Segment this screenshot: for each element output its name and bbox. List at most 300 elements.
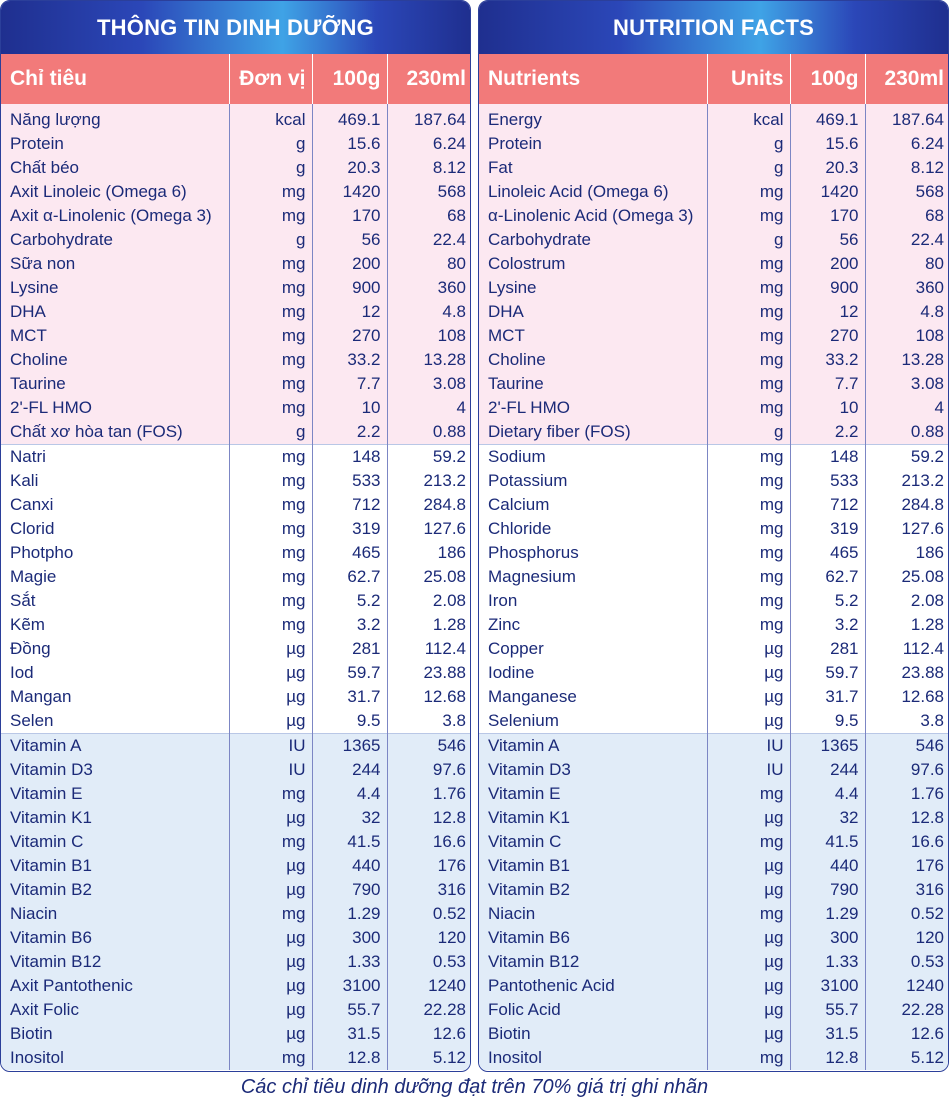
unit: mg bbox=[707, 469, 790, 493]
nutrient-name: Axit Folic bbox=[1, 998, 229, 1022]
table-row bbox=[479, 300, 949, 324]
value-230ml: 3.08 bbox=[387, 372, 471, 396]
nutrient-name: Energy bbox=[479, 104, 707, 132]
table-row bbox=[479, 276, 949, 300]
nutrient-name: Copper bbox=[479, 637, 707, 661]
table-row bbox=[479, 926, 949, 950]
value-100g: 3.2 bbox=[312, 613, 387, 637]
nutrient-name: Choline bbox=[1, 348, 229, 372]
table-row bbox=[1, 782, 471, 806]
unit: mg bbox=[707, 565, 790, 589]
nutrient-name: Vitamin A bbox=[1, 734, 229, 759]
value-230ml: 4.8 bbox=[865, 300, 949, 324]
value-100g: 4.4 bbox=[790, 782, 865, 806]
nutrient-name: Axit α-Linolenic (Omega 3) bbox=[1, 204, 229, 228]
unit: µg bbox=[229, 806, 312, 830]
nutrient-name: Protein bbox=[1, 132, 229, 156]
table-row bbox=[479, 541, 949, 565]
value-230ml: 13.28 bbox=[387, 348, 471, 372]
nutrient-name: Lysine bbox=[479, 276, 707, 300]
table-row bbox=[1, 806, 471, 830]
header-unit: Units bbox=[707, 54, 790, 104]
nutrition-table-vi bbox=[1, 54, 471, 1070]
table-row bbox=[479, 661, 949, 685]
value-100g: 12 bbox=[312, 300, 387, 324]
nutrient-name: Choline bbox=[479, 348, 707, 372]
value-100g: 148 bbox=[312, 445, 387, 470]
value-230ml: 12.6 bbox=[865, 1022, 949, 1046]
table-row bbox=[479, 758, 949, 782]
value-100g: 59.7 bbox=[790, 661, 865, 685]
unit: g bbox=[707, 132, 790, 156]
value-100g: 1420 bbox=[312, 180, 387, 204]
nutrient-name: Manganese bbox=[479, 685, 707, 709]
nutrient-name: Vitamin K1 bbox=[479, 806, 707, 830]
table-row bbox=[1, 1022, 471, 1046]
nutrient-name: Vitamin C bbox=[1, 830, 229, 854]
nutrient-name: MCT bbox=[479, 324, 707, 348]
unit: mg bbox=[229, 517, 312, 541]
nutrient-name: Vitamin B1 bbox=[1, 854, 229, 878]
value-230ml: 112.4 bbox=[865, 637, 949, 661]
value-230ml: 120 bbox=[865, 926, 949, 950]
value-230ml: 0.52 bbox=[865, 902, 949, 926]
value-230ml: 1.28 bbox=[865, 613, 949, 637]
unit: mg bbox=[707, 830, 790, 854]
unit: mg bbox=[229, 300, 312, 324]
panel-vietnamese bbox=[0, 0, 471, 1072]
value-230ml: 4 bbox=[865, 396, 949, 420]
table-row bbox=[1, 324, 471, 348]
unit: mg bbox=[229, 613, 312, 637]
nutrient-name: Carbohydrate bbox=[479, 228, 707, 252]
table-row bbox=[479, 156, 949, 180]
table-row bbox=[1, 396, 471, 420]
unit: mg bbox=[707, 300, 790, 324]
value-100g: 33.2 bbox=[790, 348, 865, 372]
nutrient-name: DHA bbox=[479, 300, 707, 324]
nutrient-name: Vitamin B12 bbox=[479, 950, 707, 974]
nutrient-name: Axit Linoleic (Omega 6) bbox=[1, 180, 229, 204]
nutrient-name: DHA bbox=[1, 300, 229, 324]
value-100g: 20.3 bbox=[790, 156, 865, 180]
header-unit: Đơn vị bbox=[229, 54, 312, 104]
table-row bbox=[479, 734, 949, 759]
table-row bbox=[479, 974, 949, 998]
unit: mg bbox=[707, 204, 790, 228]
value-230ml: 80 bbox=[865, 252, 949, 276]
nutrient-name: Photpho bbox=[1, 541, 229, 565]
value-230ml: 23.88 bbox=[387, 661, 471, 685]
value-100g: 12.8 bbox=[312, 1046, 387, 1070]
table-row bbox=[479, 396, 949, 420]
value-100g: 32 bbox=[312, 806, 387, 830]
value-230ml: 8.12 bbox=[865, 156, 949, 180]
value-100g: 7.7 bbox=[790, 372, 865, 396]
value-100g: 533 bbox=[790, 469, 865, 493]
table-row bbox=[1, 734, 471, 759]
nutrient-name: Taurine bbox=[1, 372, 229, 396]
nutrient-name: Kẽm bbox=[1, 613, 229, 637]
nutrient-name: Potassium bbox=[479, 469, 707, 493]
unit: IU bbox=[707, 758, 790, 782]
unit: µg bbox=[229, 926, 312, 950]
nutrient-name: Chất béo bbox=[1, 156, 229, 180]
unit: mg bbox=[229, 180, 312, 204]
value-230ml: 3.8 bbox=[865, 709, 949, 734]
unit: µg bbox=[229, 998, 312, 1022]
nutrient-name: Fat bbox=[479, 156, 707, 180]
header-per-230ml: 230ml bbox=[865, 54, 949, 104]
unit: mg bbox=[707, 782, 790, 806]
unit: g bbox=[229, 228, 312, 252]
table-row bbox=[479, 348, 949, 372]
value-100g: 900 bbox=[312, 276, 387, 300]
unit: mg bbox=[707, 517, 790, 541]
nutrient-name: MCT bbox=[1, 324, 229, 348]
nutrient-name: Biotin bbox=[1, 1022, 229, 1046]
unit: µg bbox=[707, 974, 790, 998]
footnote: Các chỉ tiêu dinh dưỡng đạt trên 70% giá trị ghi nhãn bbox=[240, 1076, 709, 1098]
value-100g: 15.6 bbox=[312, 132, 387, 156]
unit: IU bbox=[229, 734, 312, 759]
value-230ml: 6.24 bbox=[387, 132, 471, 156]
table-row bbox=[479, 252, 949, 276]
value-230ml: 112.4 bbox=[387, 637, 471, 661]
table-row bbox=[1, 372, 471, 396]
table-row bbox=[479, 589, 949, 613]
unit: µg bbox=[707, 806, 790, 830]
value-100g: 300 bbox=[790, 926, 865, 950]
nutrient-name: Natri bbox=[1, 445, 229, 470]
value-100g: 465 bbox=[790, 541, 865, 565]
nutrient-name: Zinc bbox=[479, 613, 707, 637]
value-100g: 790 bbox=[790, 878, 865, 902]
table-header-row bbox=[479, 54, 949, 104]
nutrient-name: Sắt bbox=[1, 589, 229, 613]
table-row bbox=[1, 902, 471, 926]
header-per-230ml: 230ml bbox=[387, 54, 471, 104]
value-230ml: 22.4 bbox=[387, 228, 471, 252]
unit: mg bbox=[707, 493, 790, 517]
value-100g: 5.2 bbox=[790, 589, 865, 613]
table-row bbox=[479, 806, 949, 830]
table-row bbox=[479, 1022, 949, 1046]
value-230ml: 186 bbox=[865, 541, 949, 565]
unit: µg bbox=[707, 854, 790, 878]
value-230ml: 22.28 bbox=[387, 998, 471, 1022]
unit: µg bbox=[229, 685, 312, 709]
table-row bbox=[1, 830, 471, 854]
unit: µg bbox=[229, 878, 312, 902]
value-100g: 15.6 bbox=[790, 132, 865, 156]
value-230ml: 68 bbox=[865, 204, 949, 228]
value-100g: 10 bbox=[790, 396, 865, 420]
unit: µg bbox=[229, 637, 312, 661]
unit: mg bbox=[707, 396, 790, 420]
table-row bbox=[479, 998, 949, 1022]
nutrient-name: Sữa non bbox=[1, 252, 229, 276]
value-230ml: 2.08 bbox=[387, 589, 471, 613]
value-230ml: 8.12 bbox=[387, 156, 471, 180]
value-230ml: 59.2 bbox=[865, 445, 949, 470]
nutrient-name: Selen bbox=[1, 709, 229, 734]
value-230ml: 546 bbox=[865, 734, 949, 759]
unit: mg bbox=[707, 180, 790, 204]
value-100g: 41.5 bbox=[790, 830, 865, 854]
value-100g: 2.2 bbox=[312, 420, 387, 445]
table-header-row bbox=[1, 54, 471, 104]
nutrient-name: Carbohydrate bbox=[1, 228, 229, 252]
unit: mg bbox=[229, 204, 312, 228]
value-100g: 7.7 bbox=[312, 372, 387, 396]
value-230ml: 176 bbox=[387, 854, 471, 878]
table-row bbox=[479, 950, 949, 974]
nutrient-name: Sodium bbox=[479, 445, 707, 470]
table-row bbox=[479, 104, 949, 132]
value-100g: 9.5 bbox=[790, 709, 865, 734]
value-100g: 9.5 bbox=[312, 709, 387, 734]
value-230ml: 360 bbox=[387, 276, 471, 300]
table-row bbox=[1, 300, 471, 324]
unit: µg bbox=[229, 974, 312, 998]
table-row bbox=[479, 493, 949, 517]
unit: mg bbox=[707, 902, 790, 926]
unit: mg bbox=[707, 276, 790, 300]
value-230ml: 23.88 bbox=[865, 661, 949, 685]
nutrient-name: Inositol bbox=[1, 1046, 229, 1070]
nutrient-name: Đồng bbox=[1, 637, 229, 661]
table-row bbox=[1, 104, 471, 132]
value-230ml: 316 bbox=[865, 878, 949, 902]
table-row bbox=[479, 637, 949, 661]
unit: mg bbox=[229, 493, 312, 517]
table-row bbox=[479, 854, 949, 878]
nutrient-name: Vitamin C bbox=[479, 830, 707, 854]
value-230ml: 546 bbox=[387, 734, 471, 759]
value-100g: 440 bbox=[790, 854, 865, 878]
table-row bbox=[1, 204, 471, 228]
value-230ml: 284.8 bbox=[387, 493, 471, 517]
value-100g: 244 bbox=[312, 758, 387, 782]
value-230ml: 213.2 bbox=[387, 469, 471, 493]
unit: µg bbox=[707, 1022, 790, 1046]
panel-title: NUTRITION FACTS bbox=[479, 1, 948, 54]
value-230ml: 4.8 bbox=[387, 300, 471, 324]
table-row bbox=[1, 661, 471, 685]
value-100g: 12.8 bbox=[790, 1046, 865, 1070]
nutrition-table-en bbox=[479, 54, 949, 1070]
table-row bbox=[479, 830, 949, 854]
value-100g: 59.7 bbox=[312, 661, 387, 685]
nutrient-name: Năng lượng bbox=[1, 104, 229, 132]
nutrient-name: Iodine bbox=[479, 661, 707, 685]
nutrient-name: 2'-FL HMO bbox=[479, 396, 707, 420]
nutrient-name: Chất xơ hòa tan (FOS) bbox=[1, 420, 229, 445]
value-100g: 31.5 bbox=[312, 1022, 387, 1046]
table-row bbox=[1, 541, 471, 565]
value-100g: 148 bbox=[790, 445, 865, 470]
value-100g: 56 bbox=[312, 228, 387, 252]
value-230ml: 108 bbox=[865, 324, 949, 348]
table-row bbox=[1, 998, 471, 1022]
table-row bbox=[1, 950, 471, 974]
value-100g: 12 bbox=[790, 300, 865, 324]
table-row bbox=[479, 228, 949, 252]
value-100g: 4.4 bbox=[312, 782, 387, 806]
value-100g: 465 bbox=[312, 541, 387, 565]
value-100g: 1.29 bbox=[312, 902, 387, 926]
nutrient-name: Lysine bbox=[1, 276, 229, 300]
unit: µg bbox=[229, 854, 312, 878]
unit: g bbox=[707, 156, 790, 180]
table-row bbox=[1, 493, 471, 517]
value-230ml: 316 bbox=[387, 878, 471, 902]
table-row bbox=[479, 902, 949, 926]
nutrient-name: Vitamin B6 bbox=[1, 926, 229, 950]
nutrient-name: Vitamin D3 bbox=[1, 758, 229, 782]
value-100g: 170 bbox=[790, 204, 865, 228]
unit: µg bbox=[707, 637, 790, 661]
unit: µg bbox=[229, 661, 312, 685]
nutrient-name: Iron bbox=[479, 589, 707, 613]
nutrient-name: Chloride bbox=[479, 517, 707, 541]
unit: mg bbox=[707, 348, 790, 372]
nutrient-name: Colostrum bbox=[479, 252, 707, 276]
nutrient-name: Vitamin B2 bbox=[479, 878, 707, 902]
table-row bbox=[1, 854, 471, 878]
value-100g: 20.3 bbox=[312, 156, 387, 180]
table-row bbox=[479, 445, 949, 470]
table-row bbox=[1, 709, 471, 734]
nutrient-name: Vitamin B6 bbox=[479, 926, 707, 950]
table-row bbox=[1, 637, 471, 661]
value-230ml: 12.68 bbox=[387, 685, 471, 709]
value-230ml: 2.08 bbox=[865, 589, 949, 613]
value-230ml: 213.2 bbox=[865, 469, 949, 493]
value-100g: 10 bbox=[312, 396, 387, 420]
table-row bbox=[479, 469, 949, 493]
value-230ml: 12.6 bbox=[387, 1022, 471, 1046]
value-230ml: 120 bbox=[387, 926, 471, 950]
nutrient-name: Linoleic Acid (Omega 6) bbox=[479, 180, 707, 204]
value-230ml: 68 bbox=[387, 204, 471, 228]
nutrient-name: Mangan bbox=[1, 685, 229, 709]
unit: mg bbox=[707, 445, 790, 470]
value-230ml: 187.64 bbox=[387, 104, 471, 132]
unit: mg bbox=[229, 830, 312, 854]
value-100g: 712 bbox=[312, 493, 387, 517]
unit: mg bbox=[707, 1046, 790, 1070]
value-100g: 56 bbox=[790, 228, 865, 252]
value-100g: 281 bbox=[790, 637, 865, 661]
value-230ml: 97.6 bbox=[865, 758, 949, 782]
value-100g: 3100 bbox=[312, 974, 387, 998]
nutrient-name: Vitamin E bbox=[1, 782, 229, 806]
value-100g: 200 bbox=[790, 252, 865, 276]
value-230ml: 3.08 bbox=[865, 372, 949, 396]
value-100g: 31.5 bbox=[790, 1022, 865, 1046]
value-230ml: 22.4 bbox=[865, 228, 949, 252]
value-100g: 1365 bbox=[312, 734, 387, 759]
table-row bbox=[1, 878, 471, 902]
unit: mg bbox=[229, 445, 312, 470]
nutrient-name: Biotin bbox=[479, 1022, 707, 1046]
value-100g: 33.2 bbox=[312, 348, 387, 372]
value-100g: 469.1 bbox=[312, 104, 387, 132]
unit: kcal bbox=[229, 104, 312, 132]
nutrient-name: Magnesium bbox=[479, 565, 707, 589]
table-row bbox=[479, 613, 949, 637]
value-100g: 319 bbox=[790, 517, 865, 541]
unit: g bbox=[229, 132, 312, 156]
value-100g: 32 bbox=[790, 806, 865, 830]
unit: µg bbox=[707, 878, 790, 902]
unit: g bbox=[707, 420, 790, 445]
table-row bbox=[1, 420, 471, 445]
unit: g bbox=[229, 420, 312, 445]
table-row bbox=[479, 685, 949, 709]
unit: mg bbox=[229, 372, 312, 396]
value-230ml: 186 bbox=[387, 541, 471, 565]
unit: µg bbox=[707, 685, 790, 709]
value-100g: 270 bbox=[790, 324, 865, 348]
value-230ml: 12.8 bbox=[865, 806, 949, 830]
value-230ml: 108 bbox=[387, 324, 471, 348]
table-row bbox=[1, 685, 471, 709]
nutrient-name: Niacin bbox=[1, 902, 229, 926]
table-row bbox=[479, 372, 949, 396]
value-230ml: 127.6 bbox=[865, 517, 949, 541]
table-row bbox=[479, 1046, 949, 1070]
value-100g: 55.7 bbox=[312, 998, 387, 1022]
value-230ml: 59.2 bbox=[387, 445, 471, 470]
value-230ml: 0.88 bbox=[865, 420, 949, 445]
value-230ml: 12.8 bbox=[387, 806, 471, 830]
value-230ml: 0.53 bbox=[387, 950, 471, 974]
value-230ml: 16.6 bbox=[387, 830, 471, 854]
unit: µg bbox=[707, 998, 790, 1022]
value-230ml: 5.12 bbox=[387, 1046, 471, 1070]
value-230ml: 97.6 bbox=[387, 758, 471, 782]
nutrient-name: Clorid bbox=[1, 517, 229, 541]
value-230ml: 3.8 bbox=[387, 709, 471, 734]
unit: mg bbox=[229, 565, 312, 589]
nutrient-name: Vitamin D3 bbox=[479, 758, 707, 782]
value-230ml: 6.24 bbox=[865, 132, 949, 156]
value-100g: 270 bbox=[312, 324, 387, 348]
unit: mg bbox=[229, 1046, 312, 1070]
value-100g: 319 bbox=[312, 517, 387, 541]
nutrient-name: Protein bbox=[479, 132, 707, 156]
value-230ml: 1240 bbox=[387, 974, 471, 998]
table-row bbox=[1, 469, 471, 493]
nutrient-name: 2'-FL HMO bbox=[1, 396, 229, 420]
unit: kcal bbox=[707, 104, 790, 132]
table-row bbox=[1, 589, 471, 613]
unit: mg bbox=[229, 276, 312, 300]
unit: µg bbox=[229, 709, 312, 734]
value-100g: 55.7 bbox=[790, 998, 865, 1022]
value-100g: 440 bbox=[312, 854, 387, 878]
value-100g: 244 bbox=[790, 758, 865, 782]
unit: mg bbox=[229, 469, 312, 493]
value-100g: 41.5 bbox=[312, 830, 387, 854]
table-row bbox=[1, 926, 471, 950]
header-nutrient: Chỉ tiêu bbox=[1, 54, 229, 104]
nutrient-name: α-Linolenic Acid (Omega 3) bbox=[479, 204, 707, 228]
unit: mg bbox=[229, 902, 312, 926]
